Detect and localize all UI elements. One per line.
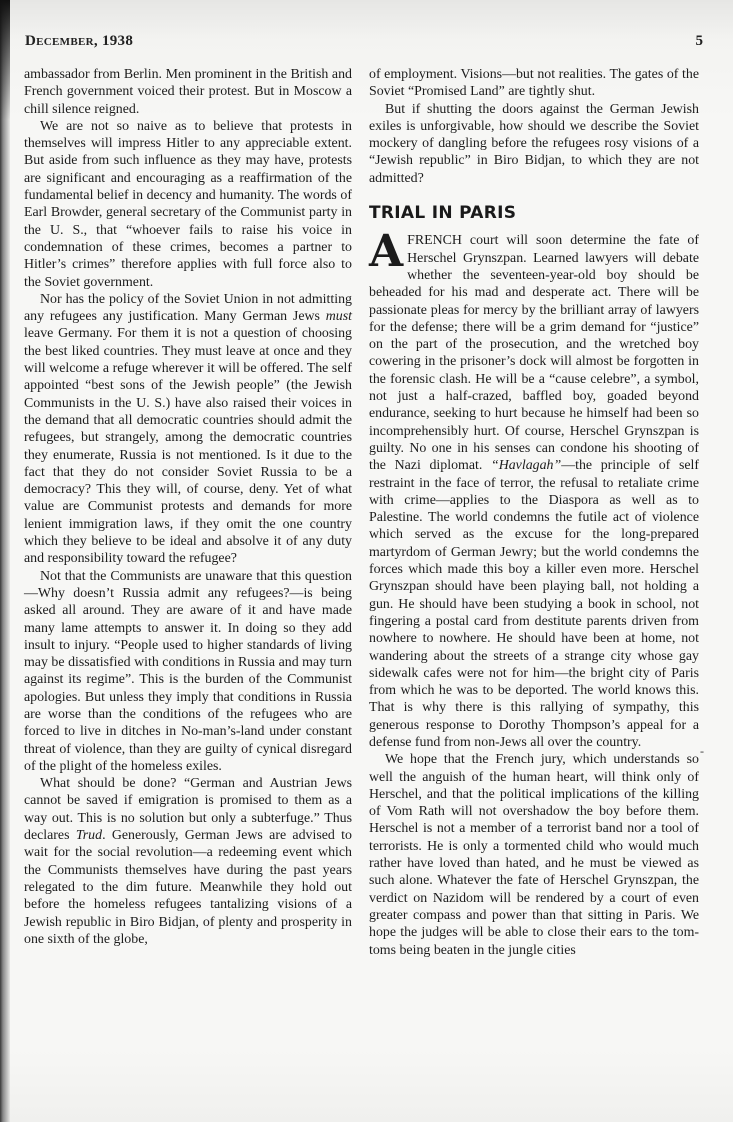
paragraph: ambassador from Berlin. Men prominent in the British and French government voiced their protest. But in Moscow a chill silence reigned.	[24, 67, 352, 117]
emphasis: must	[325, 309, 352, 325]
left-column	[24, 66, 352, 948]
page-header	[25, 33, 708, 53]
margin-mark: -	[700, 744, 704, 758]
emphasis-trud: Trud	[75, 828, 103, 844]
paragraph: of employment. Visions—but not realities. The gates of the Soviet “Promised Land” are tightly shut.	[369, 67, 699, 100]
paragraph: Nor has the policy of the Soviet Union in not admitting any refugees any justification. Many German Jews must leave Germany. For them it is not a question of choosing the best liked countries. They must leave at once and they will welcome a refuge wherever it will be offered. The self appointed “best sons of the Jewish people” (the Jewish Communists in the U. S.) have also raised their voices in the demand that all democratic countries should admit the refugees, but strangely, among the democratic countries they enumerate, Russia is not mentioned. Is it due to the fact that they do not consider Soviet Russia to be a democracy? This they will, of course, deny. Yet of what value are Communist protests and demands for more lenient immigration laws, if they omit the one country which they believe to be ideal and absolve it of any duty and responsibility toward the refugee?	[24, 291, 352, 567]
emphasis-havlagah: “Havlagah”	[490, 458, 562, 474]
drop-cap: A	[369, 226, 404, 278]
right-column	[369, 66, 699, 959]
lead-caps: FRENCH	[407, 233, 462, 249]
paragraph: But if shutting the doors against the German Jewish exiles is unforgivable, how should we describe the Soviet mockery of dangling before the refugees rosy visions of a “Jewish republic” in Biro Bidjan, to which they are not admitted?	[369, 101, 699, 186]
section-heading: TRIAL IN PARIS	[369, 203, 517, 224]
running-head-date: December, 1938	[25, 33, 134, 49]
lead-paragraph: AFRENCH court will soon determine the fate of Herschel Grynszpan. Learned lawyers will debate whether the seventeen-year-old boy should be beheaded for his mad and desperate act. There will be passionate pleas for mercy by the brilliant array of lawyers for the defense; there will be a grim demand for “justice” on the part of the prosecution, and the wretched boy cowering in the prisoner’s dock will almost be forgotten in the forensic clash. He will be a “cause celebre”, a symbol, not just a half-crazed, baffled boy, goaded beyond endurance, seeking to hurt because he himself had been so incomprehensibly hurt. Of course, Herschel Grynszpan is guilty. No one in his senses can condone his shooting of the Nazi diplomat. “Havlagah”—the principle of self restraint in the face of terror, the refusal to retaliate crime with crime—applies to the Diaspora as well as to Palestine. The world condemns the futile act of violence which served as the excuse for the long-prepared martyrdom of German Jewry; but the world condemns the forces which made this boy a killer even more. Herschel Grynszpan should have been playing ball, not holding a gun. He should have been studying a book in school, not fingering a postal card from destitute parents driven from nowhere to nowhere. He should have been at home, not wandering about the streets of a strange city whose gay sidewalk cafes were not for him—the bright city of Paris from which he was to be deported. The world knows this. That is why there is this rallying of sympathy, this generous response to Dorothy Thompson’s appeal for a defense fund from non-Jews all over the country.	[369, 226, 700, 750]
paragraph: We are not so naive as to believe that protests in themselves will impress Hitler to any appreciable extent. But aside from such influence as they may have, protests are significant and encouraging as a reaffirmation of the fundamental belief in decency and humanity. The words of Earl Browder, general secretary of the Communist party in the U. S., that “whoever fails to raise his voice in condemnation of these crimes, becomes a partner to Hitler’s crimes” therefore applies with full force also to the Soviet government.	[24, 118, 352, 290]
page-number: 5	[695, 33, 703, 49]
paragraph: Not that the Communists are unaware that this question—Why doesn’t Russia admit any refugees?—is being asked all around. They are aware of it and have made many lame attempts to answer it. In doing so they add insult to injury. “People used to higher standards of living may be dissatisfied with conditions in Russia and may turn against its regime”. This is the burden of the Communist apologies. But unless they imply that conditions in Russia are worse than the conditions of the refugees who are forced to live in ditches in No-man’s-land under constant threat of violence, than they are guilty of cynical disregard of the plight of the homeless exiles.	[24, 568, 352, 774]
page-binding-edge	[0, 0, 10, 1122]
paragraph: What should be done? “German and Austrian Jews cannot be saved if emigration is promised to them as a way out. This is no solution but only a subterfuge.” Thus declares Trud. Generously, German Jews are advised to wait for the social revolution—a redeeming event which the Communists themselves have during the past years relegated to the dim future. Meanwhile they hold out before the homeless refugees tantalizing visions of a Jewish republic in Biro Bidjan, of plenty and prosperity in one sixth of the globe,	[24, 776, 352, 947]
paragraph: We hope that the French jury, which understands so well the anguish of the human heart, will think only of Herschel, and that the political implications of the killing of Vom Rath will not overshadow the boy before them. Herschel is not a member of a terrorist band nor a tool of terrorists. He is only a tormented child who would much rather have loved than hated, and he must be viewed as such alone. Whatever the fate of Herschel Grynszpan, the verdict on Nazidom will be rendered by a court of even greater compass and power than that sitting in Paris. We hope the judges will be able to close their ears to the tom-toms being beaten in the jungle cities	[369, 752, 699, 958]
